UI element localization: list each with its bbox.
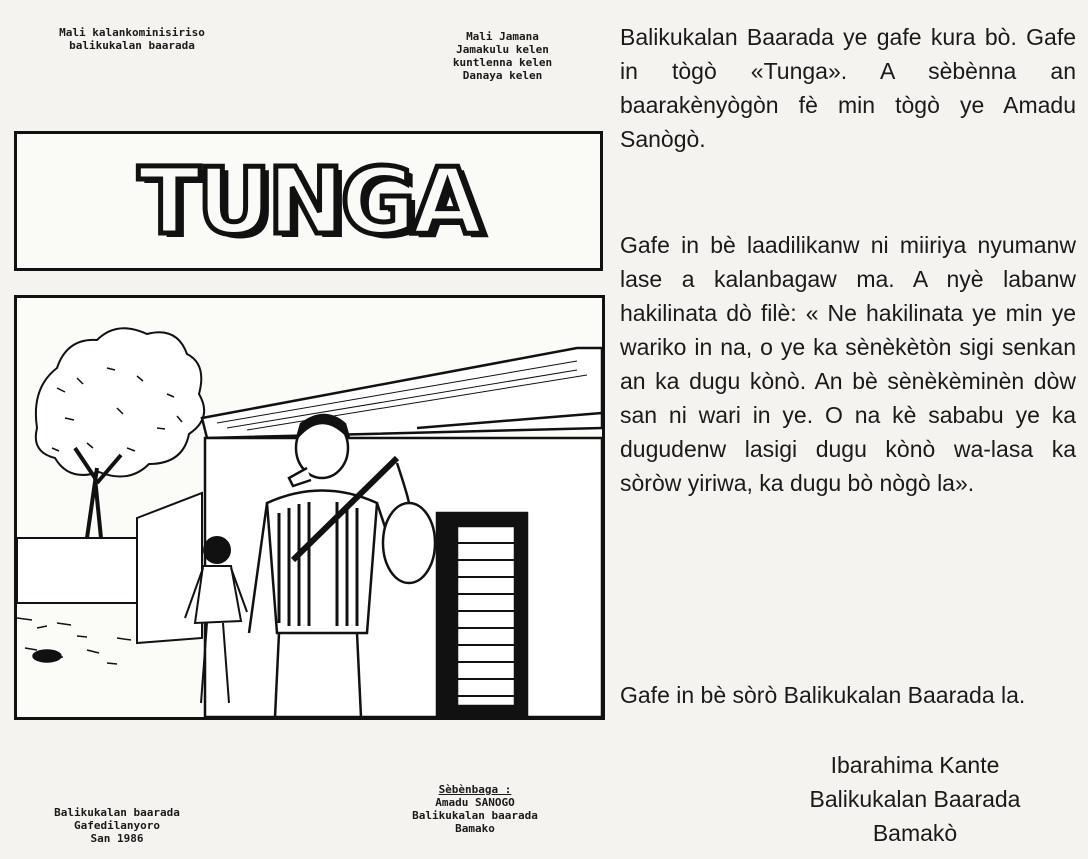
cover-illustration <box>14 295 605 720</box>
title-box <box>14 131 603 271</box>
availability-paragraph: Gafe in bè sòrò Balikukalan Baarada la. <box>620 682 1026 708</box>
motto-line4: Danaya kelen <box>462 69 543 82</box>
author-city: Bamako <box>455 822 495 835</box>
ground-texture <box>17 618 131 664</box>
quote-paragraph: Gafe in bè laadilikanw ni miiriya nyumanw lase a kalanbagaw ma. A nyè labanw hakilinata dò filè: « Ne hakilinata ye min ye wariko in na, o ye ka sènèkètòn sigi senkan an ka dugu kònò. An bè sènèkèminèn dòw san ni wari in ye. O na kè sababu ye ka dugudenw lasigi dugu kònò wa-lasa ka sòròw yiriwa, ka dugu bò nògò la». <box>620 232 1076 496</box>
author-name: Amadu SANOGO <box>435 796 515 809</box>
compound-wall <box>17 493 202 643</box>
publisher-line1: Balikukalan baarada <box>54 806 180 819</box>
author-footer <box>375 783 575 835</box>
national-motto <box>420 30 585 82</box>
book-title: TUNGA <box>137 147 480 255</box>
publisher-line3: San 1986 <box>90 832 144 845</box>
author-label: Sèbènbaga : <box>438 783 512 796</box>
motto-line1: Mali Jamana <box>466 30 539 43</box>
house-window <box>437 513 527 717</box>
ministry-header <box>12 26 252 52</box>
signature-city: Bamakò <box>872 820 958 846</box>
author-org: Balikukalan baarada <box>412 809 538 822</box>
publisher-footer <box>12 806 222 845</box>
publisher-line2: Gafedilanyoro <box>73 819 161 832</box>
motto-line3: kuntlenna kelen <box>452 56 553 69</box>
motto-line2: Jamakulu kelen <box>456 43 549 56</box>
illustration-drawing <box>17 298 602 717</box>
signature-name: Ibarahima Kante <box>830 752 1000 778</box>
ministry-header-line1: Mali kalankominisiriso <box>59 26 205 39</box>
signature-block <box>760 748 1070 850</box>
intro-paragraph: Balikukalan Baarada ye gafe kura bò. Gafe in tògò «Tunga». A sèbènna an baarakènyògòn fè min tògò ye Amadu Sanògò. <box>620 24 1076 152</box>
signature-org: Balikukalan Baarada <box>809 786 1021 812</box>
ministry-header-line2: balikukalan baarada <box>69 39 195 52</box>
